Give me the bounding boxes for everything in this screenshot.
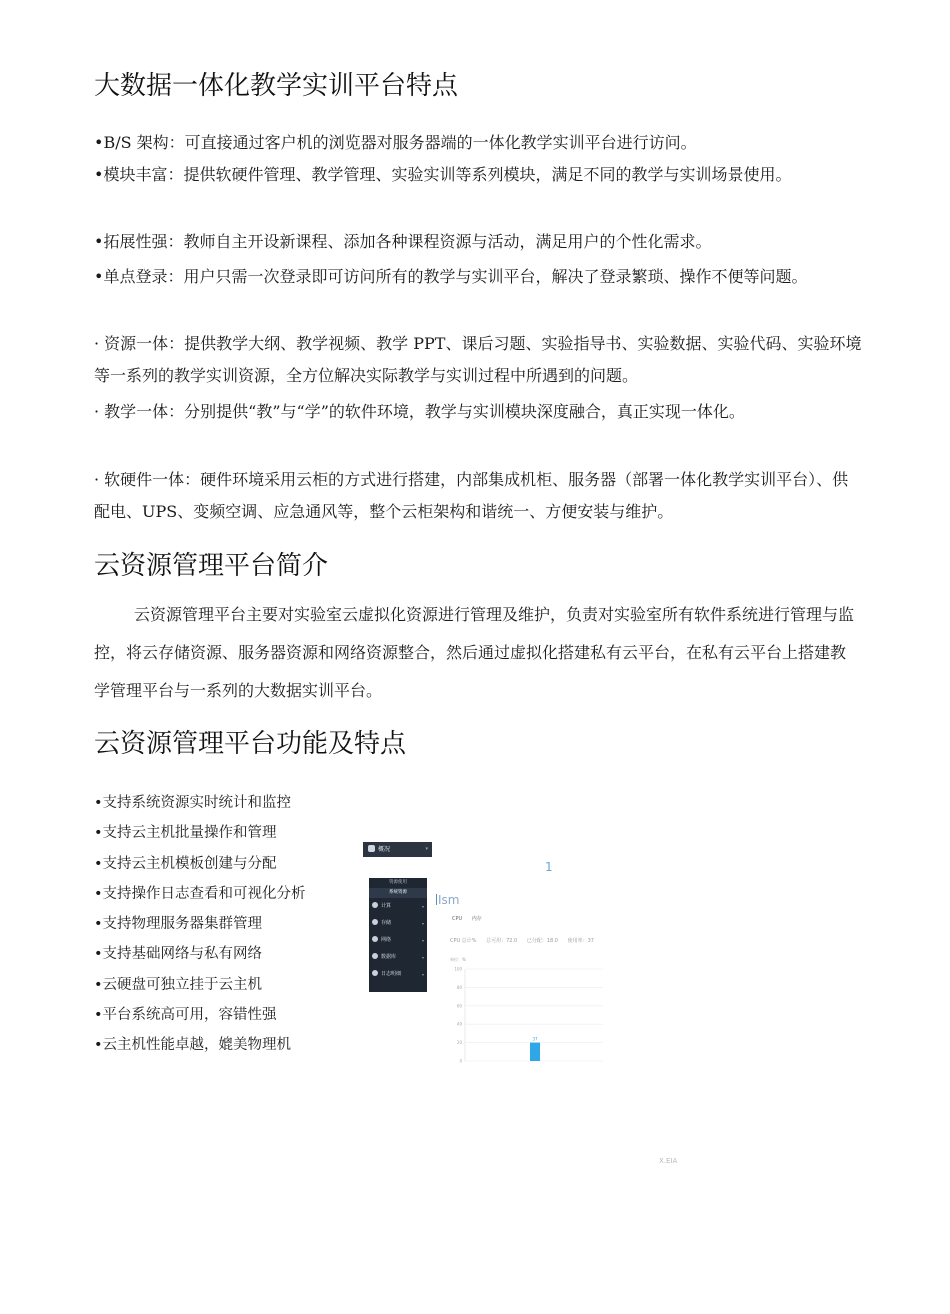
- sidebar: [369, 878, 427, 992]
- chevron-down-icon: ▾: [421, 955, 424, 960]
- sidebar-item-label: 网络: [381, 937, 392, 943]
- heading-accent: [436, 894, 437, 905]
- usage-bar: [530, 1043, 540, 1061]
- tab-cpu: CPU: [452, 916, 463, 922]
- function-item: •平台系统高可用，容错性强: [94, 1007, 277, 1024]
- intro-heading: 云资源管理平台简介: [94, 551, 329, 581]
- feature-extensible: •拓展性强：教师自主开设新课程、添加各种课程资源与活动，满足用户的个性化需求。: [94, 232, 712, 251]
- function-heading: 云资源管理平台功能及特点: [94, 729, 407, 759]
- function-item: •云硬盘可独立挂于云主机: [94, 976, 263, 993]
- features-heading: 大数据一体化教学实训平台特点: [94, 71, 459, 101]
- panel-heading: [436, 893, 459, 907]
- intro-paragraph: 云资源管理平台主要对实验室云虚拟化资源进行管理及维护，负责对实验室所有软件系统进行管理与监控，将云存储资源、服务器资源和网络资源整合，然后通过虚拟化搭建私有云平台，在私有云平台上搭建教学管理平台与一系列的大数据实训平台。: [94, 605, 855, 700]
- sidebar-item-label: 数据库: [381, 954, 397, 960]
- sidebar-item-compute: [369, 898, 427, 915]
- feature-sso: •单点登录：用户只需一次登录即可访问所有的教学与实训平台，解决了登录繁琐、操作不便等问题。: [94, 267, 808, 286]
- function-item: •支持物理服务器集群管理: [94, 916, 263, 933]
- sidebar-sub-system: 系统资源: [369, 888, 427, 898]
- sidebar-item-logs: [369, 966, 427, 983]
- chevron-down-icon: ▾: [425, 846, 428, 852]
- feature-teaching: · 教学一体：分别提供“教”与“学”的软件环境，教学与实训模块深度融合，真正实现一体化。: [94, 402, 745, 421]
- function-item: •支持操作日志查看和可视化分析: [94, 885, 306, 902]
- bar-value-label: 37: [532, 1036, 538, 1042]
- resource-stats: [450, 937, 602, 944]
- callout-number: 1: [545, 860, 553, 874]
- function-item: •支持基础网络与私有网络: [94, 946, 263, 963]
- y-tick-label: 40: [456, 1021, 462, 1027]
- dashboard-icon: [368, 845, 375, 852]
- log-icon: [372, 970, 378, 976]
- sidebar-item-network: [369, 932, 427, 949]
- sidebar-item-database: [369, 949, 427, 966]
- function-item: •支持系统资源实时统计和监控: [94, 795, 292, 811]
- function-item: •云主机性能卓越，媲美物理机: [94, 1037, 292, 1054]
- stat-available: 总可用：72.0: [486, 938, 518, 944]
- sidebar-item-label: 存储: [381, 920, 392, 926]
- y-tick-label: 0: [459, 1058, 462, 1064]
- stat-cpu-total: CPU 总计%: [450, 938, 477, 944]
- platform-screenshot: [363, 840, 623, 1070]
- stat-allocated: 已分配：18.0: [526, 938, 558, 944]
- chevron-down-icon: ▾: [421, 921, 424, 926]
- sidebar-item-label: 计算: [381, 903, 392, 909]
- y-tick-label: 20: [456, 1040, 462, 1046]
- y-tick-label: 60: [456, 1003, 462, 1009]
- feature-hardware: · 软硬件一体：硬件环境采用云柜的方式进行搭建，内部集成机柜、服务器（部署一体化教学实训平台）、供配电、UPS、变频空调、应急通风等，整个云柜架构和谐统一、方便安装与维护。: [94, 470, 849, 521]
- sidebar-sub-usage: 资源使用: [389, 880, 407, 885]
- y-tick-label: 100: [454, 966, 462, 972]
- database-icon: [372, 953, 378, 959]
- chart-unit: 单位：%: [450, 957, 466, 962]
- usage-chart-svg: [443, 965, 613, 1065]
- footer-watermark: X.EIA: [659, 1157, 678, 1165]
- resource-tabs: [452, 915, 490, 922]
- stat-usage: 使用率：37: [567, 938, 594, 944]
- chevron-down-icon: ▾: [421, 938, 424, 943]
- function-list: [94, 788, 306, 1061]
- storage-icon: [372, 919, 378, 925]
- chevron-down-icon: ▾: [421, 904, 424, 909]
- feature-bs: •B/S 架构：可直接通过客户机的浏览器对服务器端的一体化教学实训平台进行访问。: [94, 133, 697, 152]
- nav-overview-label: 概况: [378, 846, 391, 853]
- feature-modules: •模块丰富：提供软硬件管理、教学管理、实验实训等系列模块，满足不同的教学与实训场景使用。: [94, 165, 792, 184]
- compute-icon: [372, 902, 378, 908]
- sidebar-item-storage: [369, 915, 427, 932]
- y-tick-label: 80: [456, 984, 462, 990]
- usage-chart: [443, 965, 613, 1065]
- sidebar-item-label: 日志明细: [381, 971, 402, 977]
- panel-heading-text: Ism: [438, 893, 460, 907]
- tab-memory: 内存: [471, 916, 482, 922]
- network-icon: [372, 936, 378, 942]
- function-item: •支持云主机批量操作和管理: [94, 825, 277, 842]
- nav-overview: [363, 842, 432, 857]
- feature-resources: · 资源一体：提供教学大纲、教学视频、教学 PPT、课后习题、实验指导书、实验数据、实验代码、实验环境等一系列的教学实训资源，全方位解决实际教学与实训过程中所遇到的问题。: [94, 334, 862, 385]
- function-item: •支持云主机模板创建与分配: [94, 855, 277, 872]
- chevron-down-icon: ▾: [421, 972, 424, 977]
